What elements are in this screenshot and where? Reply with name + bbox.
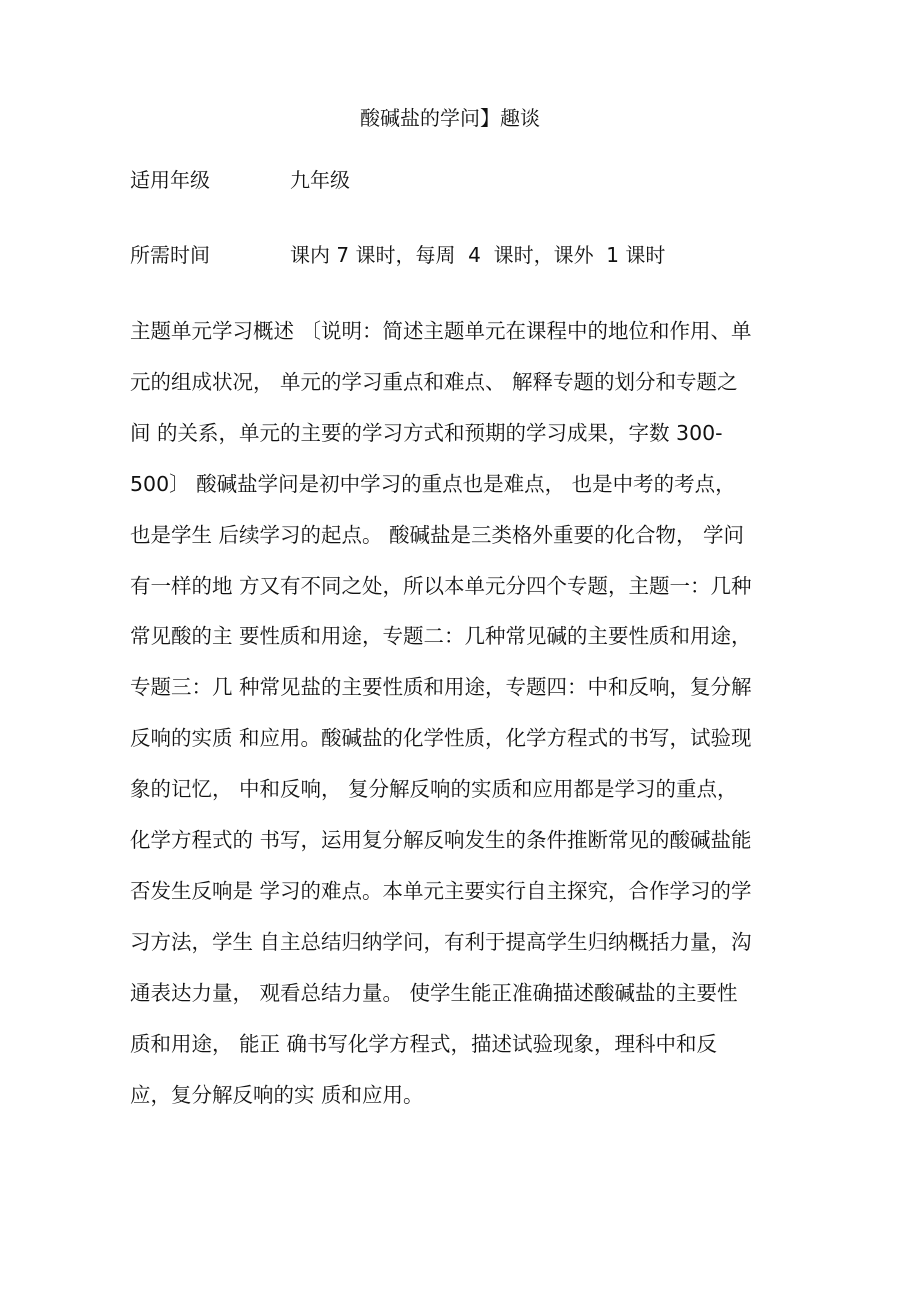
overview-paragraph xyxy=(130,306,752,1121)
paragraph-line: 专题三：几 种常见盐的主要性质和用途，专题四：中和反响，复分解 xyxy=(130,675,752,700)
paragraph-line: 间 的关系，单元的主要的学习方式和预期的学习成果，字数 300- xyxy=(130,420,723,445)
paragraph-line: 质和用途， 能正 确书写化学方程式，描述试验现象，理科中和反 xyxy=(130,1031,718,1056)
paragraph-line: 500〕 酸碱盐学问是初中学习的重点也是难点， 也是中考的考点， xyxy=(130,471,736,496)
grade-value: 九年级 xyxy=(290,168,350,192)
paragraph-line: 主题单元学习概述 〔说明：简述主题单元在课程中的地位和作用、单 xyxy=(130,319,752,343)
paragraph-line: 否发生反响是 学习的难点。本单元主要实行自主探究，合作学习的学 xyxy=(130,878,752,903)
paragraph-line: 元的组成状况， 单元的学习重点和难点、 解释专题的划分和专题之 xyxy=(130,369,738,394)
time-label: 所需时间 xyxy=(130,243,210,267)
time-value: 课内 7 课时，每周 4 课时，课外 1 课时 xyxy=(290,243,666,267)
paragraph-line: 也是学生 后续学习的起点。 酸碱盐是三类格外重要的化合物， 学问 xyxy=(130,522,745,547)
grade-label: 适用年级 xyxy=(130,168,210,192)
paragraph-line: 习方法，学生 自主总结归纳学问，有利于提高学生归纳概括力量，沟 xyxy=(130,929,752,954)
paragraph-line: 应，复分解反响的实 质和应用。 xyxy=(130,1082,424,1107)
paragraph-line: 象的记忆， 中和反响， 复分解反响的实质和应用都是学习的重点， xyxy=(130,777,738,802)
paragraph-line: 反响的实质 和应用。酸碱盐的化学性质，化学方程式的书写，试验现 xyxy=(130,726,752,751)
paragraph-line: 化学方程式的 书写，运用复分解反响发生的条件推断常见的酸碱盐能 xyxy=(130,828,752,853)
paragraph-line: 通表达力量， 观看总结力量。 使学生能正准确描述酸碱盐的主要性 xyxy=(130,980,738,1005)
paragraph-line: 有一样的地 方又有不同之处，所以本单元分四个专题，主题一：几种 xyxy=(130,573,752,598)
paragraph-line: 常见酸的主 要性质和用途，专题二：几种常见碱的主要性质和用途， xyxy=(130,624,752,649)
document-title: 酸碱盐的学问】趣谈 xyxy=(360,106,540,130)
